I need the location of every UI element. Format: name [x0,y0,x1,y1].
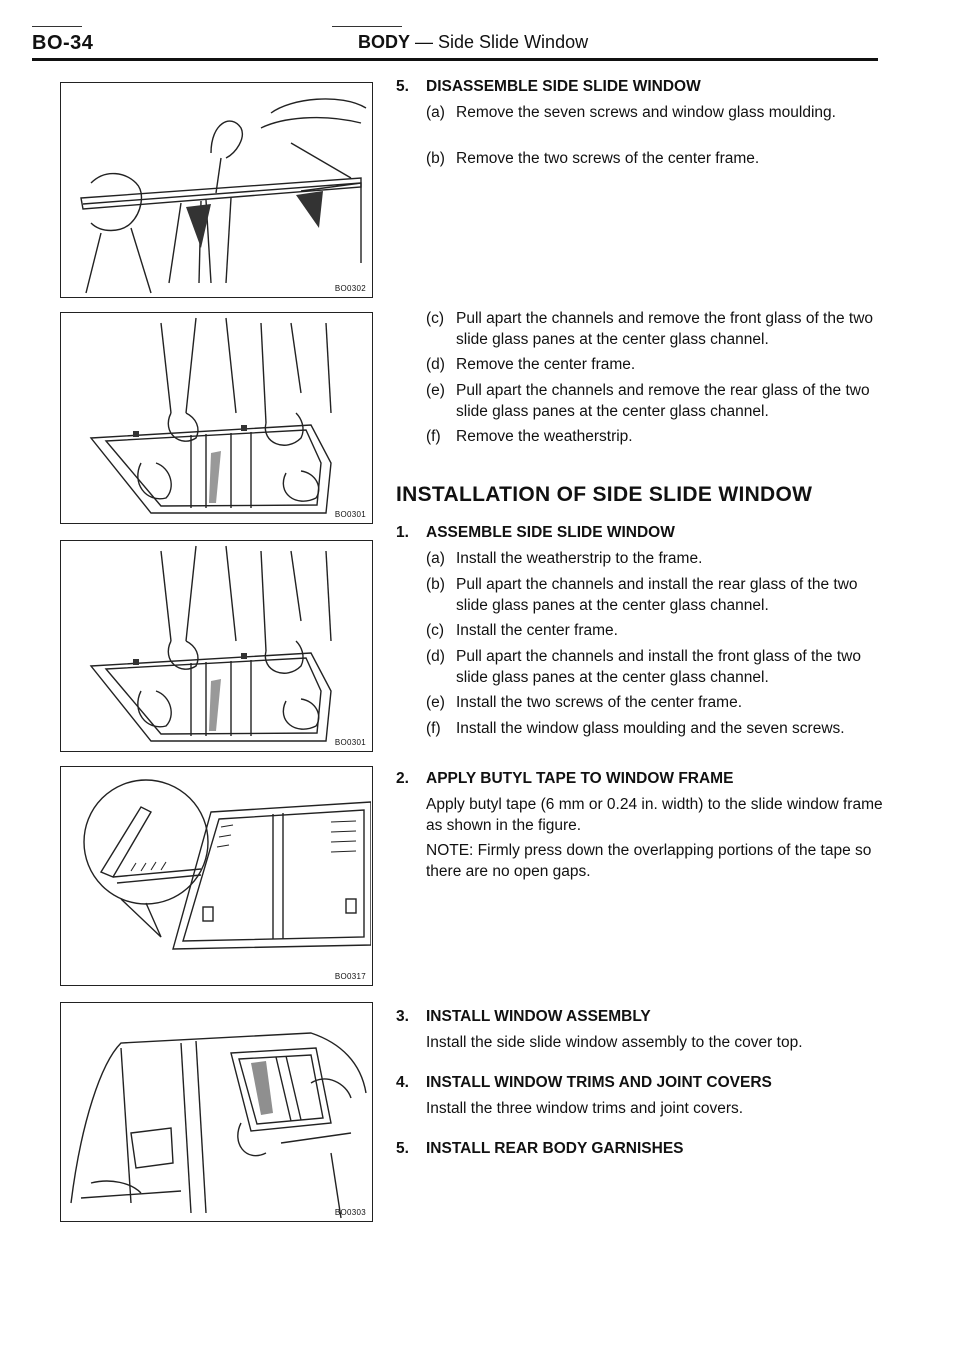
step-number: 3. [396,1008,409,1025]
substep-text: Install the center frame. [456,622,618,639]
substep-letter: (b) [426,576,445,593]
substep-text: Install the two screws of the center frame. [456,694,743,711]
figure-id: BO0317 [334,972,366,981]
section-title [358,32,588,53]
figure-id: BO0302 [334,284,366,293]
illustration-install-glass [61,541,371,750]
substep-letter: (d) [426,648,445,665]
header-top-rule [32,26,82,27]
substep-letter: (a) [426,550,445,567]
section-title-rest: — Side Slide Window [410,32,589,52]
step-title: DISASSEMBLE SIDE SLIDE WINDOW [426,78,701,95]
substep-text: Pull apart the channels and install the front glass of the two slide glass panes at the center glass channel. [456,648,861,686]
step-title: INSTALL WINDOW TRIMS AND JOINT COVERS [426,1074,772,1091]
substep-text: Pull apart the channels and remove the rear glass of the two slide glass panes at the center glass channel. [456,382,870,420]
step-body: Apply butyl tape (6 mm or 0.24 in. width) to the slide window frame as shown in the figure. [426,796,883,834]
substep-letter: (f) [426,428,441,445]
substep-text: Pull apart the channels and install the rear glass of the two slide glass panes at the center glass channel. [456,576,858,614]
substep-letter: (c) [426,622,445,639]
substep-text: Install the weatherstrip to the frame. [456,550,703,567]
step-note: NOTE: Firmly press down the overlapping portions of the tape so there are no open gaps. [426,842,872,880]
substep-text: Pull apart the channels and remove the front glass of the two slide glass panes at the center glass channel. [456,310,874,348]
page-number: BO-34 [32,32,94,54]
illustration-install-assembly [61,1003,371,1220]
step-title: INSTALL REAR BODY GARNISHES [426,1140,684,1157]
substep-letter: (e) [426,694,445,711]
substep-letter: (c) [426,310,445,327]
figure-id: BO0303 [334,1208,366,1217]
substep-text: Install the window glass moulding and the seven screws. [456,720,845,737]
substep-text: Remove the seven screws and window glass moulding. [456,104,836,121]
step-body: Install the three window trims and joint covers. [426,1100,744,1117]
step-number: 1. [396,524,409,541]
page-header [32,26,878,66]
section-title-bold: BODY [358,32,411,52]
step-number: 2. [396,770,409,787]
substep-letter: (f) [426,720,441,737]
substep-text: Remove the two screws of the center frame. [456,150,760,167]
step-number: 5. [396,1140,409,1157]
substep-letter: (a) [426,104,445,121]
substep-text: Remove the weatherstrip. [456,428,633,445]
substep-letter: (b) [426,150,445,167]
illustration-butyl-tape [61,767,371,984]
figure-id: BO0301 [334,510,366,519]
figure-install-window-assembly [60,1002,373,1222]
figure-install-glass [60,540,373,752]
illustration-separate-glass [61,313,371,522]
figure-butyl-tape [60,766,373,986]
substep-letter: (d) [426,356,445,373]
header-rule [32,58,878,61]
figure-id: BO0301 [334,738,366,747]
step-number: 4. [396,1074,409,1091]
illustration-screwdriver [61,83,371,296]
figure-pull-apart-channels [60,312,373,524]
installation-heading: INSTALLATION OF SIDE SLIDE WINDOW [396,483,813,506]
step-title: ASSEMBLE SIDE SLIDE WINDOW [426,524,675,541]
step-body: Install the side slide window assembly to the cover top. [426,1034,803,1051]
header-top-rule [332,26,402,27]
substep-letter: (e) [426,382,445,399]
substep-text: Remove the center frame. [456,356,636,373]
step-title: APPLY BUTYL TAPE TO WINDOW FRAME [426,770,734,787]
step-number: 5. [396,78,409,95]
figure-remove-screws [60,82,373,298]
step-title: INSTALL WINDOW ASSEMBLY [426,1008,651,1025]
